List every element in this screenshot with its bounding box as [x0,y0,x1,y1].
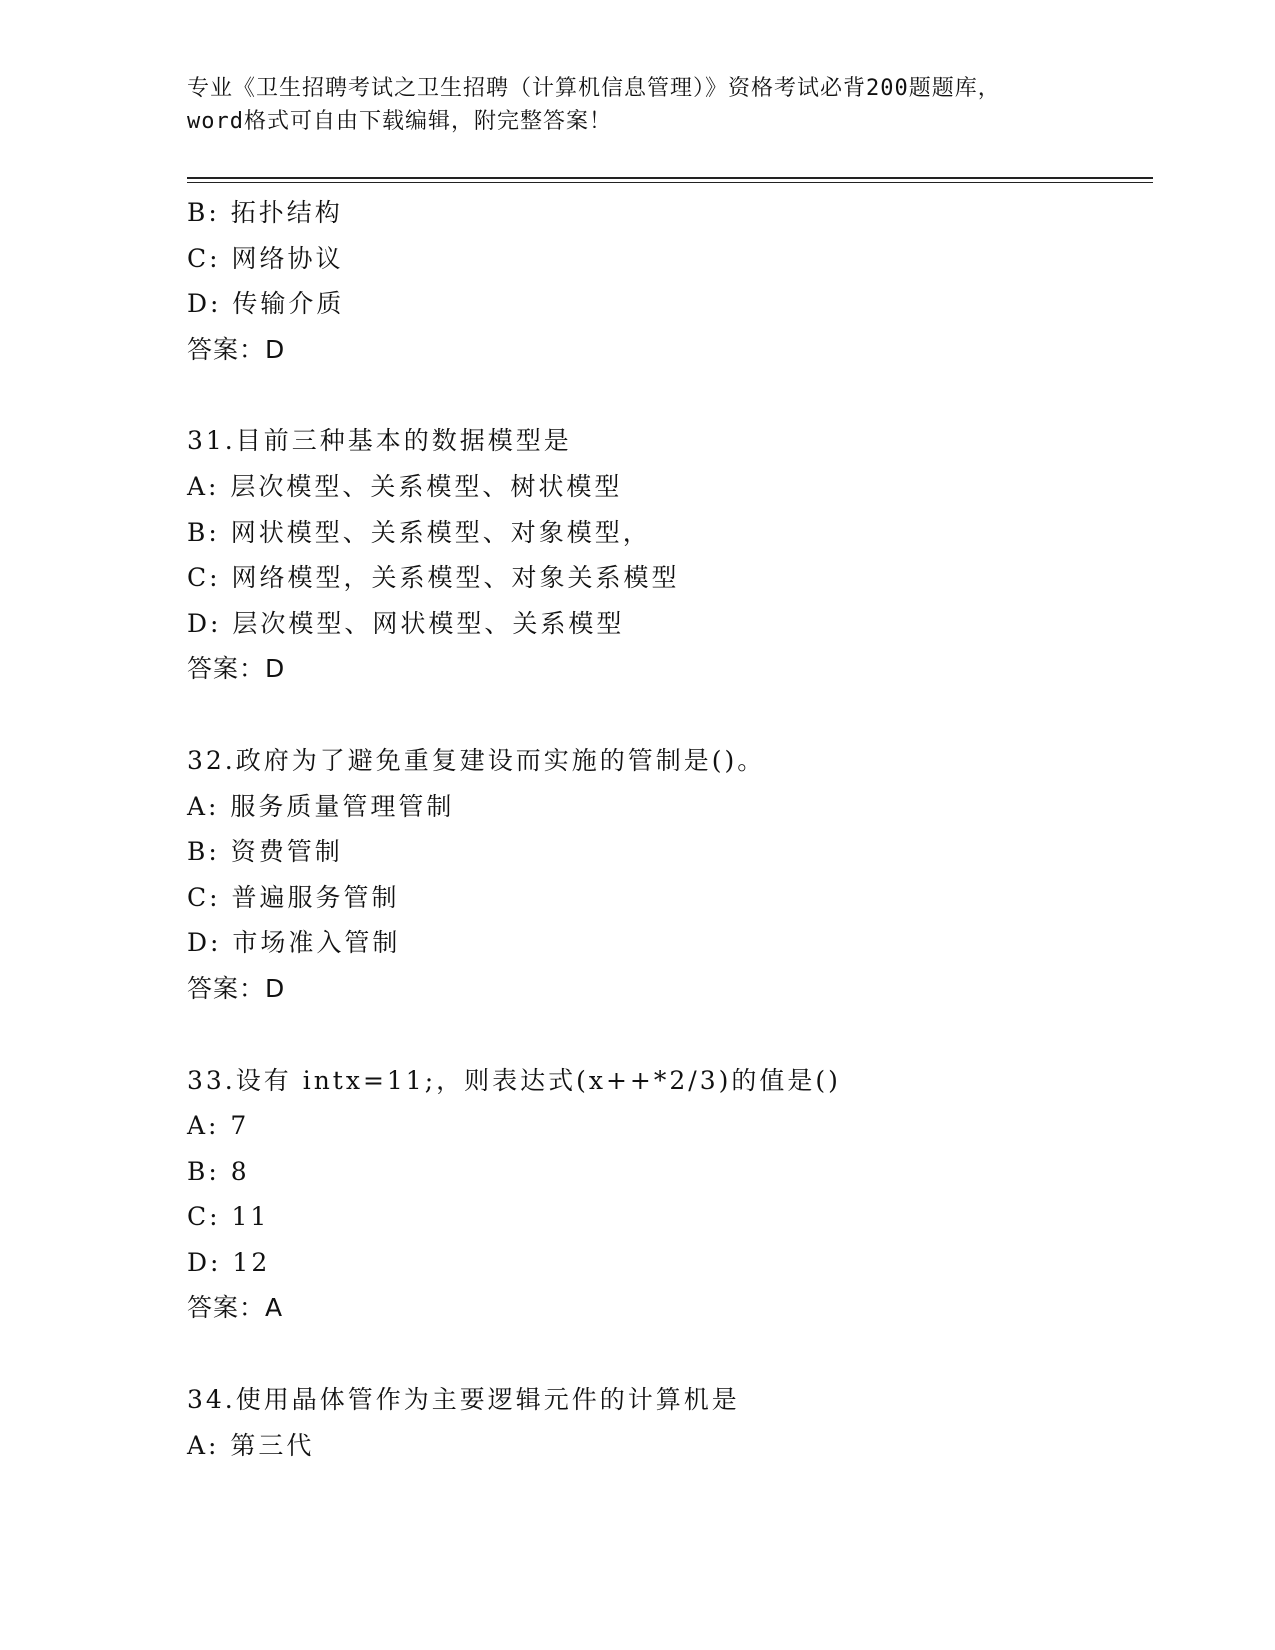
question-stem: 34.使用晶体管作为主要逻辑元件的计算机是 [187,1385,740,1415]
answer-line: 答案：D [187,654,286,684]
question-33 [187,1058,1167,1332]
answer-line: 答案：A [187,1293,284,1323]
spacer [187,1012,1167,1058]
question-stem: 32.政府为了避免重复建设而实施的管制是()。 [187,745,766,775]
spacer [187,372,1167,418]
option-b: B: 网状模型、关系模型、对象模型， [187,517,651,547]
option-c: C: 网络协议 [187,243,344,273]
spacer [187,692,1167,738]
header-divider [187,177,1153,183]
option-a: A: 第三代 [187,1430,315,1460]
question-32 [187,738,1167,1012]
option-a: A: 层次模型、关系模型、树状模型 [187,471,623,501]
option-d: D: 层次模型、网状模型、关系模型 [187,608,625,638]
option-c: C: 网络模型，关系模型、对象关系模型 [187,563,680,593]
document-header [187,72,1167,138]
header-title-line-2: word格式可自由下载编辑，附完整答案！ [187,109,612,134]
question-stem: 31.目前三种基本的数据模型是 [187,426,572,456]
option-d: D: 市场准入管制 [187,928,401,958]
question-fragment [187,190,1167,372]
option-b: B: 资费管制 [187,837,343,867]
option-d: D: 12 [187,1247,271,1277]
option-c: C: 普遍服务管制 [187,882,400,912]
question-list [187,190,1167,1468]
question-stem: 33.设有 intx=11;，则表达式(x++*2/3)的值是() [187,1065,841,1095]
answer-line: 答案：D [187,973,286,1003]
option-b: B: 8 [187,1156,250,1186]
option-a: A: 服务质量管理管制 [187,791,455,821]
question-34 [187,1377,1167,1468]
option-a: A: 7 [187,1111,250,1141]
option-b: B: 拓扑结构 [187,198,343,227]
answer-line: 答案：D [187,334,286,364]
option-d: D: 传输介质 [187,289,345,319]
spacer [187,1331,1167,1377]
question-31 [187,418,1167,692]
header-title-line-1: 专业《卫生招聘考试之卫生招聘（计算机信息管理）》资格考试必背200题题库， [187,76,1001,101]
option-c: C: 11 [187,1202,270,1232]
